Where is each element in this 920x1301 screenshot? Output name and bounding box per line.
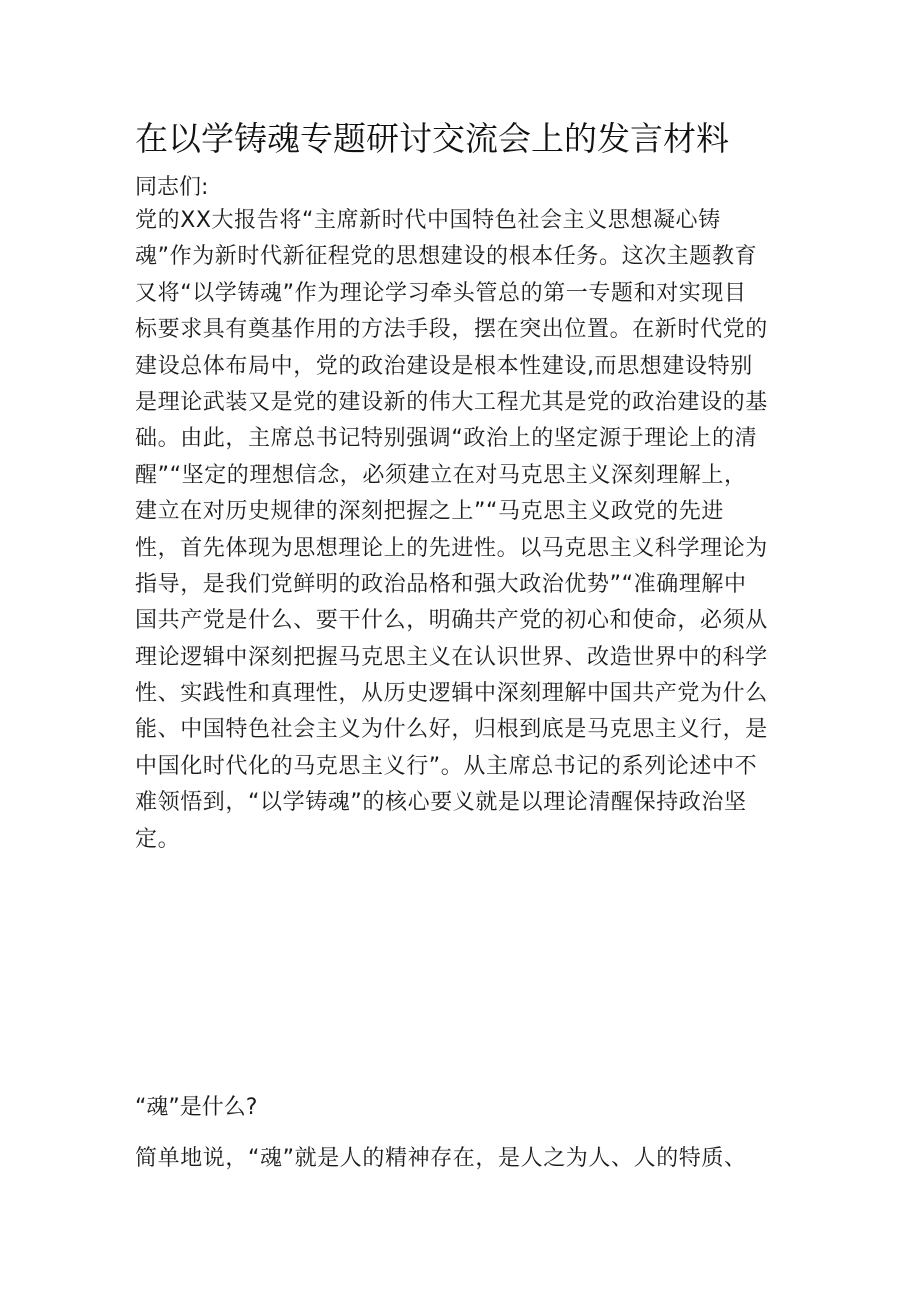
- paragraph-line: 难领悟到，“以学铸魂”的核心要义就是以理论清醒保持政治坚: [135, 790, 747, 816]
- paragraph-line: 建设总体布局中，党的政治建设是根本性建设,而思想建设特别: [135, 353, 753, 379]
- paragraph-line: 标要求具有奠基作用的方法手段，摆在突出位置。在新时代党的: [135, 317, 768, 343]
- paragraph-line: 理论逻辑中深刻把握马克思主义在认识世界、改造世界中的科学: [135, 644, 768, 670]
- paragraph-line: 是理论武装又是党的建设新的伟大工程尤其是党的政治建设的基: [135, 389, 768, 415]
- section-heading: “魂”是什么?: [135, 1095, 258, 1120]
- paragraph-line: 又将“以学铸魂”作为理论学习牵头管总的第一专题和对实现目: [135, 280, 747, 306]
- paragraph-line: 醒”“坚定的理想信念，必须建立在对马克思主义深刻理解上，: [135, 462, 747, 488]
- salutation: 同志们:: [135, 175, 209, 200]
- paragraph-line: 党的XX大报告将“主席新时代中国特色社会主义思想凝心铸: [135, 208, 721, 233]
- paragraph-line: 中国化时代化的马克思主义行”。从主席总书记的系列论述中不: [135, 753, 758, 779]
- paragraph-line: 定。: [135, 826, 181, 852]
- paragraph-line: 魂”作为新时代新征程党的思想建设的根本任务。这次主题教育: [135, 244, 758, 270]
- paragraph-line: 国共产党是什么、要干什么，明确共产党的初心和使命，必须从: [135, 608, 768, 634]
- paragraph-line: 指导，是我们党鲜明的政治品格和强大政治优势”“准确理解中: [135, 571, 747, 597]
- paragraph-line: 础。由此，主席总书记特别强调“政治上的坚定源于理论上的清: [135, 426, 758, 452]
- paragraph-line: 性，首先体现为思想理论上的先进性。以马克思主义科学理论为: [135, 535, 768, 561]
- paragraph-body: [135, 203, 795, 858]
- paragraph-line: 建立在对历史规律的深刻把握之上”“马克思主义政党的先进: [135, 499, 724, 525]
- document-title: 在以学铸魂专题研讨交流会上的发言材料: [135, 119, 729, 158]
- paragraph-line: 能、中国特色社会主义为什么好，归根到底是马克思主义行，是: [135, 717, 768, 743]
- paragraph-second: 简单地说，“魂”就是人的精神存在，是人之为人、人的特质、: [135, 1146, 747, 1171]
- paragraph-line: 性、实践性和真理性，从历史逻辑中深刻理解中国共产党为什么: [135, 681, 768, 707]
